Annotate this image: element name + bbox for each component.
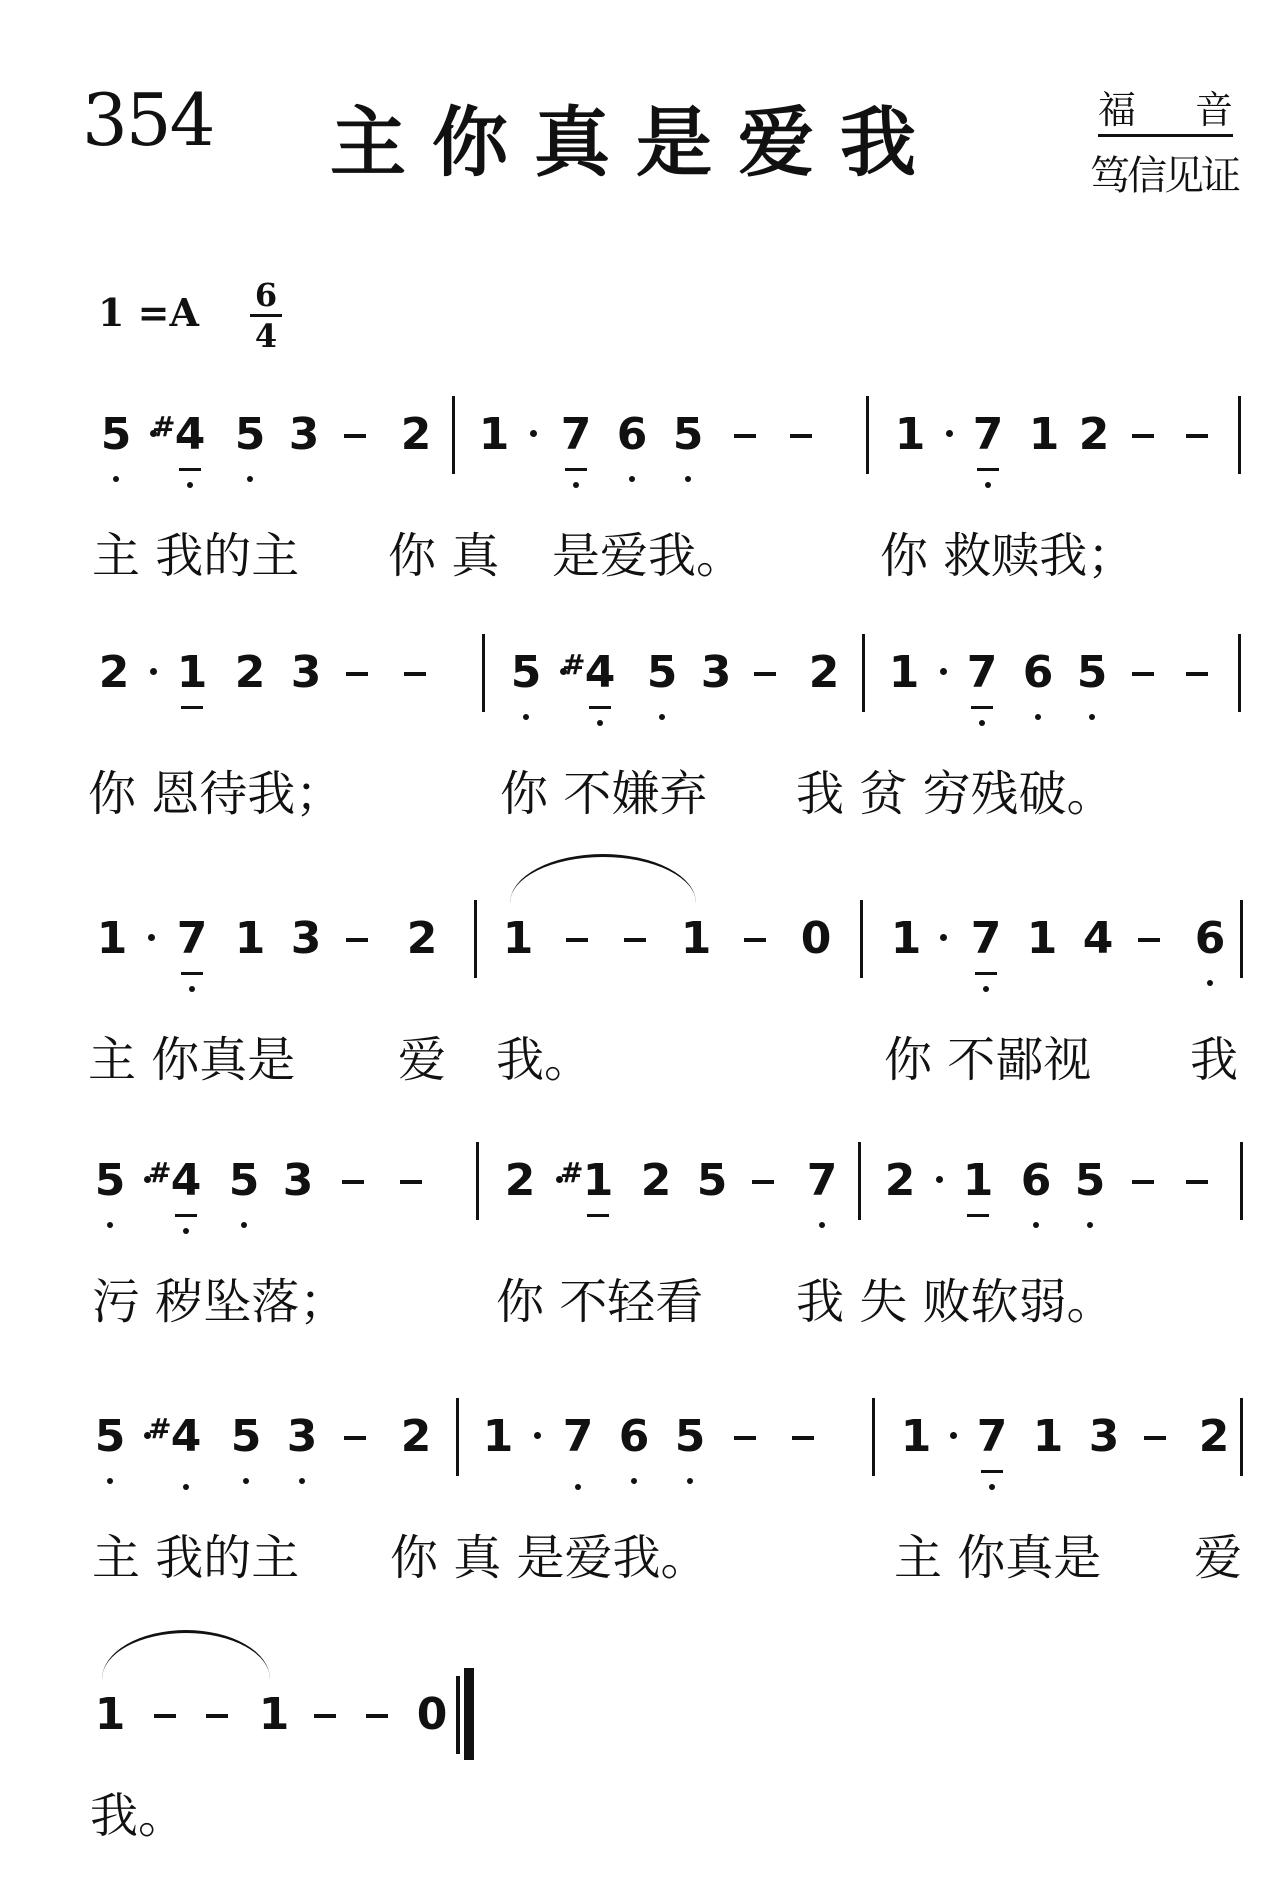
underline	[181, 706, 203, 709]
note	[560, 1155, 618, 1206]
lyric-phrase: 我。	[496, 1032, 593, 1088]
sharp-sign: #	[562, 648, 586, 681]
note	[796, 914, 836, 964]
note-digit: 1	[894, 409, 926, 460]
lyric-phrase: 主 你真是	[88, 1032, 296, 1088]
tie-arc	[102, 1630, 270, 1679]
lyrics-row	[0, 1274, 1280, 1344]
key-signature: 1 =A	[98, 290, 199, 335]
note-digit: 3	[288, 409, 320, 460]
lyric-phrase: 我。	[90, 1788, 187, 1844]
note	[94, 648, 134, 698]
notes-row	[0, 1412, 1280, 1542]
note	[1024, 410, 1064, 460]
note-digit: 1	[258, 1689, 290, 1740]
note	[558, 1412, 598, 1462]
sharp-sign: #	[560, 1156, 584, 1189]
note	[474, 410, 514, 460]
note	[676, 914, 716, 964]
note	[1072, 648, 1112, 698]
note	[396, 410, 436, 460]
note	[226, 1412, 266, 1462]
dash	[744, 938, 766, 942]
note-digit: 6	[1020, 1155, 1052, 1206]
dash	[1138, 938, 1160, 942]
note	[884, 648, 924, 698]
dash	[342, 1180, 364, 1184]
dash	[1186, 672, 1208, 676]
note-digit: 7	[806, 1155, 838, 1206]
low-octave-dot	[819, 1222, 825, 1228]
sharp-sign: #	[148, 1156, 172, 1189]
note	[478, 1412, 518, 1462]
notes-row	[0, 410, 1280, 540]
note-digit: 7	[966, 647, 998, 698]
underline	[981, 1470, 1003, 1473]
lyric-phrase: 我	[1190, 1032, 1239, 1088]
lyric-phrase: 你 救赎我；	[880, 528, 1136, 584]
low-octave-dot	[1089, 714, 1095, 720]
note-digit: 5	[510, 647, 542, 698]
low-octave-dot	[523, 714, 529, 720]
note	[962, 648, 1002, 698]
low-octave-dot	[107, 1222, 113, 1228]
note-digit: 3	[282, 1155, 314, 1206]
lyric-phrase: 主 我的主	[92, 1530, 300, 1586]
note-digit: 2	[400, 1411, 432, 1462]
note	[614, 1412, 654, 1462]
dash	[400, 1180, 422, 1184]
note	[1074, 410, 1114, 460]
lyrics-row	[0, 1530, 1280, 1600]
dash	[754, 672, 776, 676]
underline	[975, 972, 997, 975]
note-digit: 5	[94, 1155, 126, 1206]
low-octave-dot	[1033, 1222, 1039, 1228]
augmentation-dot	[940, 934, 947, 941]
lyric-phrase: 主 我的主	[92, 528, 300, 584]
note	[500, 1156, 540, 1206]
low-octave-dot	[985, 482, 991, 488]
low-octave-dot	[113, 476, 119, 482]
underline	[179, 468, 201, 471]
note	[1190, 914, 1230, 964]
dash	[154, 1714, 176, 1718]
underline	[967, 1214, 989, 1217]
note-digit: 5	[100, 409, 132, 460]
note-digit: 1	[582, 1155, 614, 1206]
lyric-phrase: 是爱我。	[552, 528, 745, 584]
note-digit: 1	[962, 1155, 994, 1206]
note-digit: 5	[696, 1155, 728, 1206]
note-digit: 5	[1076, 647, 1108, 698]
dash	[1186, 1180, 1208, 1184]
note	[230, 648, 270, 698]
low-octave-dot	[183, 1228, 189, 1234]
note-digit: 5	[672, 409, 704, 460]
note	[642, 648, 682, 698]
hymn-number: 354	[82, 78, 214, 162]
note	[636, 1156, 676, 1206]
lyric-phrase: 你 不嫌弃	[500, 766, 708, 822]
dash	[734, 434, 756, 438]
barline	[476, 1142, 479, 1220]
final-barline-thick	[464, 1668, 474, 1760]
note-digit: 4	[1082, 913, 1114, 964]
low-octave-dot	[631, 1478, 637, 1484]
lyric-phrase: 爱	[1194, 1530, 1243, 1586]
note	[966, 914, 1006, 964]
barline	[1240, 1142, 1243, 1220]
note	[804, 648, 844, 698]
note-digit: 5	[228, 1155, 260, 1206]
lyric-phrase: 我 失 败软弱。	[796, 1274, 1115, 1330]
lyrics-row	[0, 528, 1280, 598]
low-octave-dot	[107, 1478, 113, 1484]
credit-attribution: 笃信见证	[1090, 153, 1238, 199]
barline	[452, 396, 455, 474]
note	[802, 1156, 842, 1206]
dash	[404, 672, 426, 676]
hymn-title: 主你真是爱我	[330, 98, 942, 187]
note-digit: 7	[972, 409, 1004, 460]
note-digit: 3	[286, 1411, 318, 1462]
sharp-sign: #	[148, 1412, 172, 1445]
dash	[346, 938, 368, 942]
note	[1194, 1412, 1234, 1462]
underline	[175, 1214, 197, 1217]
time-signature	[246, 276, 286, 355]
low-octave-dot	[1035, 714, 1041, 720]
credit-source	[1098, 88, 1233, 137]
low-octave-dot	[189, 986, 195, 992]
tie-arc	[510, 854, 696, 903]
note-digit: 5	[646, 647, 678, 698]
note	[1084, 1412, 1124, 1462]
note-digit: 7	[970, 913, 1002, 964]
augmentation-dot	[534, 1432, 541, 1439]
note-digit: 2	[884, 1155, 916, 1206]
low-octave-dot	[629, 476, 635, 482]
augmentation-dot	[530, 430, 537, 437]
credit-source-char-2: 音	[1194, 88, 1233, 132]
note	[172, 648, 212, 698]
note	[90, 1156, 130, 1206]
barline	[1238, 634, 1241, 712]
note-digit: 2	[400, 409, 432, 460]
underline	[589, 706, 611, 709]
time-signature-top: 6	[254, 276, 278, 314]
note-digit: 4	[170, 1411, 202, 1462]
dash	[752, 1180, 774, 1184]
note-digit: 1	[502, 913, 534, 964]
note	[286, 914, 326, 964]
note-digit: 1	[888, 647, 920, 698]
dash	[790, 434, 812, 438]
note-digit: 5	[230, 1411, 262, 1462]
notes-row	[0, 1156, 1280, 1286]
note-digit: 2	[406, 913, 438, 964]
note-digit: 7	[560, 409, 592, 460]
note-digit: 1	[890, 913, 922, 964]
low-octave-dot	[687, 1478, 693, 1484]
note	[282, 1412, 322, 1462]
note	[1078, 914, 1118, 964]
low-octave-dot	[241, 1222, 247, 1228]
low-octave-dot	[659, 714, 665, 720]
lyric-phrase: 你 不鄙视	[884, 1032, 1092, 1088]
note-digit: 2	[234, 647, 266, 698]
barline	[862, 634, 865, 712]
augmentation-dot	[950, 1432, 957, 1439]
low-octave-dot	[243, 1478, 249, 1484]
note	[90, 1690, 130, 1740]
note-digit: 3	[290, 913, 322, 964]
note-digit: 2	[808, 647, 840, 698]
note	[230, 914, 270, 964]
note	[152, 409, 210, 460]
note-digit: 5	[1074, 1155, 1106, 1206]
note-digit: 7	[562, 1411, 594, 1462]
note	[890, 410, 930, 460]
note	[886, 914, 926, 964]
note	[562, 647, 620, 698]
dash	[1132, 672, 1154, 676]
note	[1070, 1156, 1110, 1206]
barline	[858, 1142, 861, 1220]
underline	[977, 468, 999, 471]
low-octave-dot	[979, 720, 985, 726]
note	[1022, 914, 1062, 964]
low-octave-dot	[247, 476, 253, 482]
note	[668, 410, 708, 460]
note	[498, 914, 538, 964]
lyric-phrase: 你 真	[388, 528, 500, 584]
note	[1016, 1156, 1056, 1206]
note-digit: 5	[674, 1411, 706, 1462]
note-digit: 1	[478, 409, 510, 460]
lyric-phrase: 爱	[398, 1032, 447, 1088]
barline	[1240, 1398, 1243, 1476]
lyrics-row	[0, 766, 1280, 836]
note-digit: 1	[1028, 409, 1060, 460]
note	[172, 914, 212, 964]
dash	[1144, 1436, 1166, 1440]
note	[696, 648, 736, 698]
note-digit: 0	[800, 913, 832, 964]
barline	[866, 396, 869, 474]
barline	[860, 900, 863, 978]
note-digit: 2	[640, 1155, 672, 1206]
note	[506, 648, 546, 698]
note	[402, 914, 442, 964]
note	[224, 1156, 264, 1206]
underline	[971, 706, 993, 709]
augmentation-dot	[940, 668, 947, 675]
low-octave-dot	[187, 482, 193, 488]
note-digit: 1	[1032, 1411, 1064, 1462]
time-signature-bottom: 4	[254, 317, 278, 355]
note	[972, 1412, 1012, 1462]
note-digit: 6	[616, 409, 648, 460]
dash	[346, 672, 368, 676]
note	[96, 410, 136, 460]
note	[1018, 648, 1058, 698]
note-digit: 7	[176, 913, 208, 964]
lyric-phrase: 你 恩待我；	[88, 766, 344, 822]
note-digit: 5	[234, 409, 266, 460]
dash	[1186, 434, 1208, 438]
lyric-phrase: 你 真 是爱我。	[390, 1530, 709, 1586]
dash	[206, 1714, 228, 1718]
note	[958, 1156, 998, 1206]
low-octave-dot	[299, 1478, 305, 1484]
note-digit: 1	[94, 1689, 126, 1740]
notes-row	[0, 914, 1280, 1044]
note	[880, 1156, 920, 1206]
note	[692, 1156, 732, 1206]
lyrics-row	[0, 1788, 1280, 1858]
note-digit: 1	[176, 647, 208, 698]
note-digit: 3	[700, 647, 732, 698]
low-octave-dot	[573, 482, 579, 488]
note	[148, 1155, 206, 1206]
credit-source-char-1: 福	[1098, 88, 1137, 132]
note	[92, 914, 132, 964]
dash	[1132, 1180, 1154, 1184]
low-octave-dot	[1207, 980, 1213, 986]
dash	[734, 1436, 756, 1440]
note	[254, 1690, 294, 1740]
dash	[792, 1436, 814, 1440]
dash	[566, 938, 588, 942]
note	[396, 1412, 436, 1462]
final-barline-thin	[456, 1676, 460, 1754]
note-digit: 3	[1088, 1411, 1120, 1462]
low-octave-dot	[183, 1484, 189, 1490]
note-digit: 2	[98, 647, 130, 698]
dash	[366, 1714, 388, 1718]
note	[556, 410, 596, 460]
note	[286, 648, 326, 698]
note-digit: 1	[900, 1411, 932, 1462]
barline	[872, 1398, 875, 1476]
note-digit: 2	[1078, 409, 1110, 460]
lyric-phrase: 污 秽坠落；	[92, 1274, 348, 1330]
augmentation-dot	[150, 668, 157, 675]
note	[230, 410, 270, 460]
barline	[1238, 396, 1241, 474]
note	[148, 1411, 206, 1462]
note	[284, 410, 324, 460]
dash	[344, 434, 366, 438]
note-digit: 6	[1194, 913, 1226, 964]
barline	[474, 900, 477, 978]
dash	[344, 1436, 366, 1440]
sharp-sign: #	[152, 410, 176, 443]
note-digit: 1	[1026, 913, 1058, 964]
lyric-phrase: 主 你真是	[894, 1530, 1102, 1586]
barline	[482, 634, 485, 712]
barline	[1240, 900, 1243, 978]
notes-row	[0, 648, 1280, 778]
dash	[624, 938, 646, 942]
underline	[565, 468, 587, 471]
note	[412, 1690, 452, 1740]
note-digit: 6	[618, 1411, 650, 1462]
note-digit: 2	[504, 1155, 536, 1206]
dash	[1132, 434, 1154, 438]
note-digit: 5	[94, 1411, 126, 1462]
note	[90, 1412, 130, 1462]
note	[670, 1412, 710, 1462]
note-digit: 1	[482, 1411, 514, 1462]
note	[968, 410, 1008, 460]
low-octave-dot	[989, 1484, 995, 1490]
low-octave-dot	[1087, 1222, 1093, 1228]
note-digit: 1	[680, 913, 712, 964]
lyrics-row	[0, 1032, 1280, 1102]
lyric-phrase: 我 贫 穷残破。	[796, 766, 1115, 822]
augmentation-dot	[936, 1176, 943, 1183]
note-digit: 4	[174, 409, 206, 460]
underline	[181, 972, 203, 975]
note	[896, 1412, 936, 1462]
low-octave-dot	[685, 476, 691, 482]
note-digit: 3	[290, 647, 322, 698]
note-digit: 0	[416, 1689, 448, 1740]
note	[278, 1156, 318, 1206]
augmentation-dot	[946, 430, 953, 437]
note-digit: 6	[1022, 647, 1054, 698]
note-digit: 4	[170, 1155, 202, 1206]
note-digit: 1	[96, 913, 128, 964]
note-digit: 7	[976, 1411, 1008, 1462]
barline	[456, 1398, 459, 1476]
note	[1028, 1412, 1068, 1462]
note-digit: 4	[584, 647, 616, 698]
low-octave-dot	[597, 720, 603, 726]
low-octave-dot	[983, 986, 989, 992]
note-digit: 1	[234, 913, 266, 964]
lyric-phrase: 你 不轻看	[496, 1274, 704, 1330]
underline	[587, 1214, 609, 1217]
low-octave-dot	[575, 1484, 581, 1490]
dash	[314, 1714, 336, 1718]
note	[612, 410, 652, 460]
note-digit: 2	[1198, 1411, 1230, 1462]
augmentation-dot	[148, 934, 155, 941]
